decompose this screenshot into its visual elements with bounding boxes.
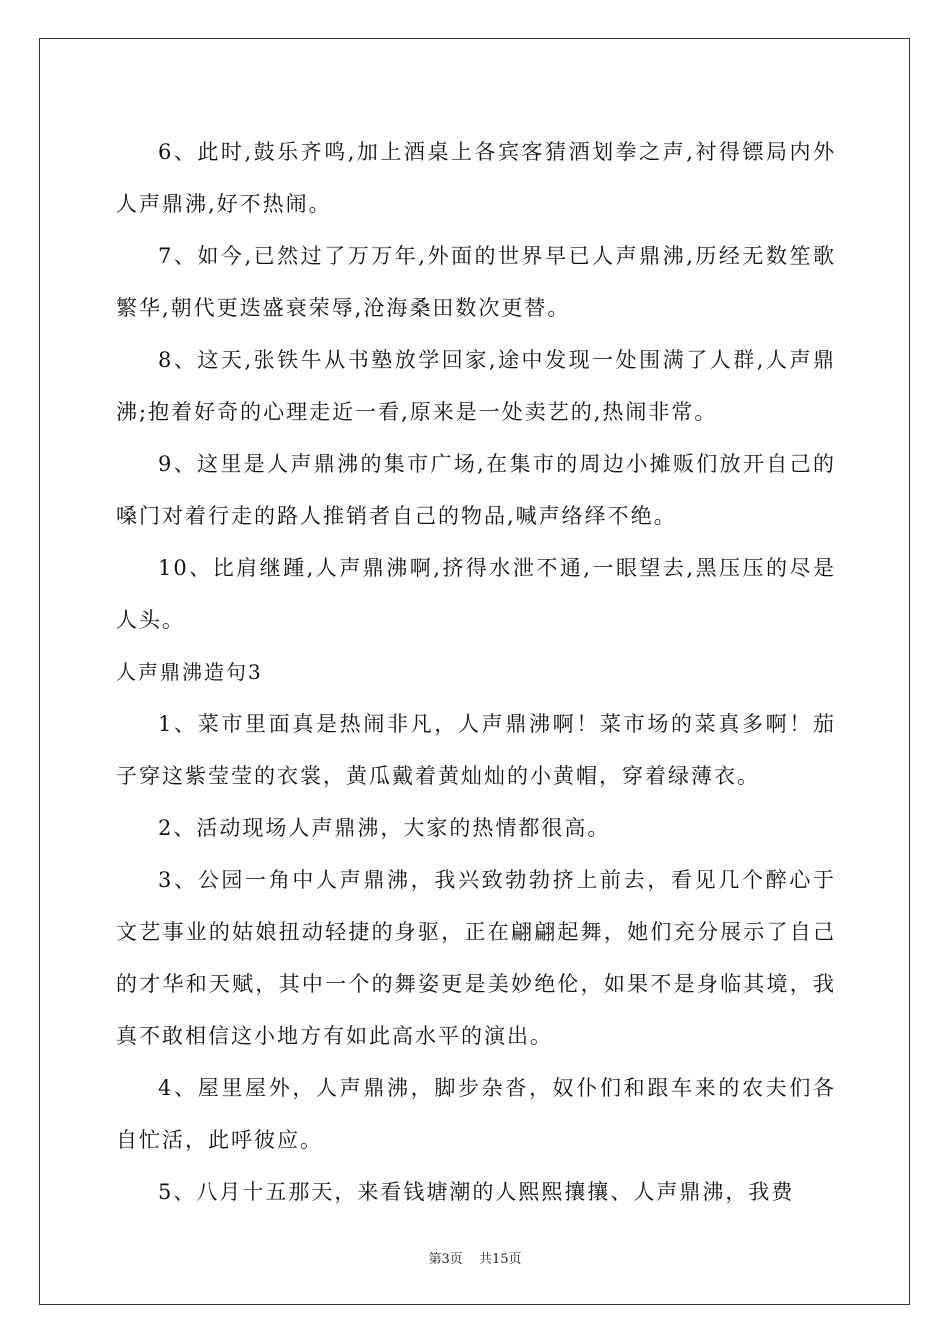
paragraph-6: 6、此时,鼓乐齐鸣,加上酒桌上各宾客猜酒划拳之声,衬得镖局内外人声鼎沸,好不热闹。	[116, 140, 836, 216]
paragraph-s3-5: 5、八月十五那天，来看钱塘潮的人熙熙攘攘、人声鼎沸，我费	[158, 1180, 795, 1204]
page-total: 共15页	[478, 1252, 522, 1267]
paragraph-s3-2: 2、活动现场人声鼎沸，大家的热情都很高。	[158, 816, 611, 840]
page-footer	[0, 1248, 950, 1267]
page-number: 第3页	[428, 1252, 463, 1267]
paragraph-10: 10、比肩继踵,人声鼎沸啊,挤得水泄不通,一眼望去,黑压压的尽是人头。	[116, 556, 836, 632]
document-body	[116, 126, 836, 1218]
paragraph-s3-4: 4、屋里屋外，人声鼎沸，脚步杂沓，奴仆们和跟车来的农夫们各自忙活，此呼彼应。	[116, 1076, 836, 1152]
paragraph-s3-3: 3、公园一角中人声鼎沸，我兴致勃勃挤上前去，看见几个醉心于文艺事业的姑娘扭动轻捷的身驱，正在翩翩起舞，她们充分展示了自己的才华和天赋，其中一个的舞姿更是美妙绝伦，如果不是身临其境，我真不敢相信这小地方有如此高水平的演出。	[116, 868, 836, 1048]
paragraph-7: 7、如今,已然过了万万年,外面的世界早已人声鼎沸,历经无数笙歌繁华,朝代更迭盛衰荣辱,沧海桑田数次更替。	[116, 244, 836, 320]
paragraph-s3-1: 1、菜市里面真是热闹非凡，人声鼎沸啊！菜市场的菜真多啊！茄子穿这紫莹莹的衣裳，黄瓜戴着黄灿灿的小黄帽，穿着绿薄衣。	[116, 712, 836, 788]
paragraph-8: 8、这天,张铁牛从书塾放学回家,途中发现一处围满了人群,人声鼎沸;抱着好奇的心理走近一看,原来是一处卖艺的,热闹非常。	[116, 348, 836, 424]
section-heading: 人声鼎沸造句3	[116, 660, 263, 684]
paragraph-9: 9、这里是人声鼎沸的集市广场,在集市的周边小摊贩们放开自己的嗓门对着行走的路人推销者自己的物品,喊声络绎不绝。	[116, 452, 836, 528]
